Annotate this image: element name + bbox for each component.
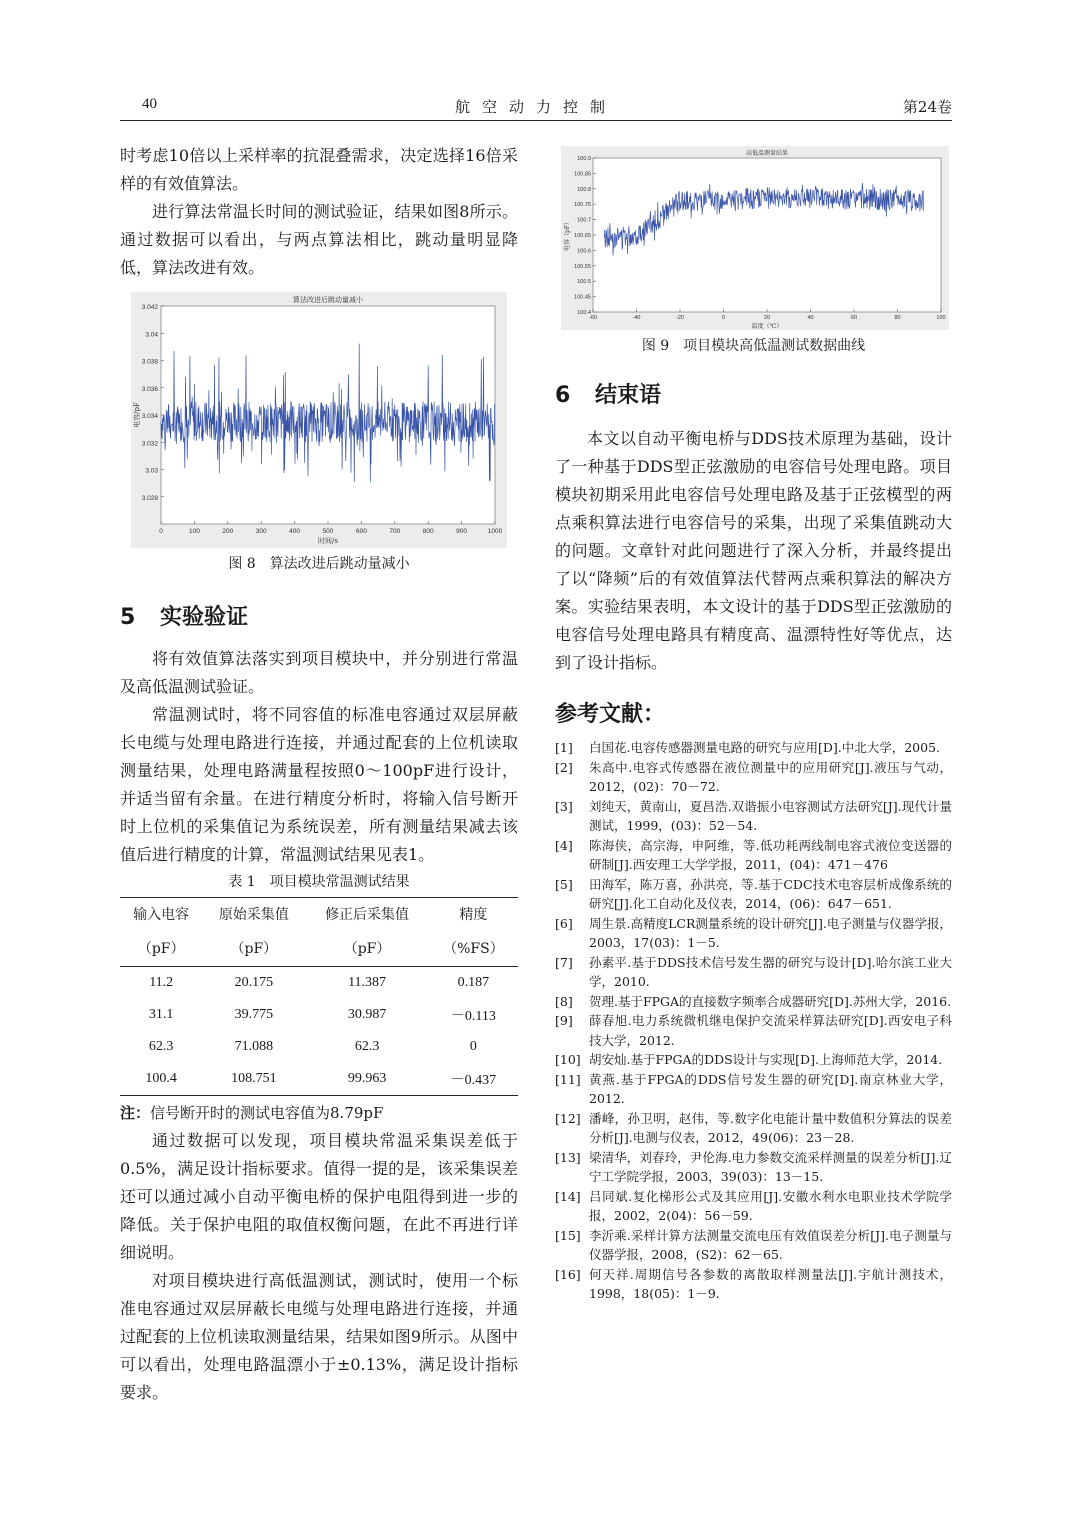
reference-number: [8]: [555, 993, 573, 1009]
table-cell: 62.3: [354, 1039, 380, 1054]
table-cell: 0.187: [457, 975, 490, 990]
section-6-heading: [555, 378, 952, 409]
x-tick-label: 400: [289, 528, 301, 535]
table-note: [120, 1102, 518, 1123]
table-header: 精度: [429, 898, 518, 933]
paragraph: 进行算法常温长时间的测试验证，结果如图8所示。通过数据可以看出，与两点算法相比，跳动量明显降低，算法改进有效。: [120, 202, 518, 277]
table-unit: （%FS）: [429, 932, 518, 967]
x-tick-label: 100: [188, 528, 200, 535]
x-tick-label: 900: [456, 528, 468, 535]
reference-item: [555, 1109, 952, 1148]
section-number: 6: [555, 383, 571, 408]
reference-text: 贺理.基于FPGA的直接数字频率合成器研究[D].苏州大学，2016.: [589, 993, 952, 1009]
page-header: [120, 96, 952, 121]
reference-number: [1]: [555, 740, 573, 755]
reference-number: [6]: [555, 915, 573, 931]
journal-name: 航空动力控制: [454, 98, 617, 116]
reference-number: [13]: [555, 1149, 581, 1165]
reference-text: 黄燕.基于FPGA的DDS信号发生器的研究[D].南京林业大学，2012.: [589, 1071, 952, 1106]
table-cell: 0: [469, 1039, 477, 1054]
reference-number: [11]: [555, 1071, 581, 1087]
y-tick-label: 100.4: [577, 310, 591, 316]
reference-text: 潘峰，孙卫明，赵伟，等.数字化电能计量中数值积分算法的误差分析[J].电测与仪表，2012，49(06)：23－28.: [589, 1110, 952, 1145]
right-column: [555, 146, 952, 1304]
reference-text: 刘纯天，黄南山，夏昌浩.双谐振小电容测试方法研究[J].现代计量测试，1999，(03)：52－54.: [589, 798, 952, 833]
table-cell: 100.4: [120, 1063, 202, 1096]
table-cell: 71.088: [234, 1039, 274, 1054]
x-tick-label: 100: [936, 315, 946, 321]
reference-number: [4]: [555, 837, 573, 853]
table-cell: 20.175: [234, 975, 274, 990]
reference-item: [555, 1070, 952, 1109]
left-column: [120, 142, 518, 1407]
table-cell: 30.987: [347, 1007, 387, 1022]
table-1: [120, 897, 518, 1096]
reference-number: [9]: [555, 1013, 573, 1028]
x-tick-label: -40: [632, 315, 641, 321]
table-row: [120, 967, 518, 1000]
x-tick-label: 0: [159, 528, 163, 535]
chart-title: 高低温测量结果: [745, 150, 789, 157]
x-tick-label: 800: [422, 528, 434, 535]
x-tick-label: 0: [721, 315, 726, 321]
y-tick-label: 3.042: [141, 304, 158, 311]
table-cell: 99.963: [305, 1063, 429, 1096]
x-tick-label: 80: [894, 315, 901, 321]
reference-item: [555, 914, 952, 953]
reference-number: [10]: [555, 1052, 581, 1067]
y-tick-label: 100.7: [577, 217, 591, 224]
section-number: 5: [120, 605, 136, 630]
page-number: 40: [142, 96, 157, 112]
reference-list: [555, 738, 952, 1304]
figure-8-chart: [131, 292, 507, 548]
table-cell: 11.2: [149, 975, 174, 990]
note-label: 注：: [120, 1104, 151, 1122]
reference-item: [555, 875, 952, 914]
reference-number: [15]: [555, 1227, 581, 1243]
reference-item: [555, 1148, 952, 1187]
table-unit: （pF）: [120, 932, 202, 967]
x-tick-label: 600: [355, 528, 367, 535]
reference-text: 吕同斌.复化梯形公式及其应用[J].安徽水利水电职业技术学院学报，2002，2(04)：56－59.: [589, 1188, 952, 1223]
reference-text: 周生景.高精度LCR测量系统的设计研究[J].电子测量与仪器学报，2003，17(03)：1－5.: [589, 915, 952, 950]
y-tick-label: 100.6: [577, 248, 591, 255]
figure-8: [120, 292, 518, 574]
paragraph: 时考虑10倍以上采样率的抗混叠需求，决定选择16倍采样的有效值算法。: [120, 146, 518, 193]
reference-text: 李沂乘.采样计算方法测量交流电压有效值误差分析[J].电子测量与仪器学报，2008，(S2)：62－65.: [589, 1227, 952, 1262]
table-header: 修正后采集值: [305, 898, 429, 933]
y-tick-label: 100.5: [577, 279, 591, 286]
table-cell: －0.437: [429, 1063, 518, 1096]
table-cell: 108.751: [202, 1063, 305, 1096]
x-axis-label: 时间/s: [318, 537, 338, 545]
x-tick-label: 40: [807, 315, 814, 321]
references-heading: 参考文献：: [555, 702, 666, 727]
reference-number: [14]: [555, 1188, 581, 1204]
y-axis-label: 电容/pF: [133, 402, 141, 428]
chart-title: 算法改进后跳动量减小: [293, 296, 363, 304]
table-1-title: 表 1 项目模块常温测试结果: [228, 874, 410, 890]
reference-item: [555, 992, 952, 1012]
paragraph: 常温测试时，将不同容值的标准电容通过双层屏蔽长电缆与处理电路进行连接，并通过配套的上位机读取测量结果，处理电路满量程按照0～100pF进行设计，并适当留有余量。在进行精度分析时，将输入信号断开时上位机的采集值记为系统误差，所有测量结果减去该值后进行精度的计算，常温测试结果见表1。: [120, 705, 518, 864]
x-tick-label: 60: [850, 315, 858, 321]
x-tick-label: 500: [322, 528, 334, 535]
y-tick-label: 100.8: [577, 186, 591, 193]
table-row: [120, 1031, 518, 1063]
x-tick-label: 700: [389, 528, 401, 535]
table-row: [120, 1063, 518, 1096]
reference-number: [3]: [555, 798, 573, 814]
y-axis-label: 电容（pF）: [564, 218, 571, 252]
reference-item: [555, 953, 952, 992]
reference-text: 梁清华，刘春玲，尹伦海.电力参数交流采样测量的误差分析[J].辽宁工学院学报，2003，39(03)：13－15.: [589, 1149, 952, 1184]
reference-item: [555, 738, 952, 758]
reference-number: [16]: [555, 1266, 581, 1282]
reference-item: [555, 1226, 952, 1265]
figure-8-caption: 图 8 算法改进后跳动量减小: [228, 556, 410, 572]
paragraph: 本文以自动平衡电桥与DDS技术原理为基础，设计了一种基于DDS型正弦激励的电容信号处理电路。项目模块初期采用此电容信号处理电路及基于正弦模型的两点乘积算法进行电容信号的采集，出现了采集值跳动大的问题。文章针对此问题进行了深入分析，并最终提出了以“降频”后的有效值算法代替两点乘积算法的解决方案。实验结果表明，本文设计的基于DDS型正弦激励的电容信号处理电路具有精度高、温漂特性好等优点，达到了设计指标。: [555, 429, 952, 672]
paragraph: 通过数据可以发现，项目模块常温采集误差低于0.5%，满足设计指标要求。值得一提的是，该采集误差还可以通过减小自动平衡电桥的保护电阻得到进一步的降低。关于保护电阻的取值权衡问题，在此不再进行详细说明。: [120, 1131, 518, 1262]
x-tick-label: 300: [255, 528, 267, 535]
reference-text: 薛春旭.电力系统微机继电保护交流采样算法研究[D].西安电子科技大学，2012.: [589, 1013, 952, 1048]
figure-9: [555, 146, 952, 356]
y-tick-label: 3.038: [141, 358, 158, 366]
y-tick-label: 3.032: [141, 440, 158, 448]
section-title: 结束语: [595, 383, 662, 408]
reference-item: [555, 1187, 952, 1226]
reference-item: [555, 1011, 952, 1050]
table-unit: （pF）: [202, 932, 305, 967]
reference-text: 何天祥.周期信号各参数的离散取样测量法[J].宇航计测技术，1998，18(05)：1－9.: [589, 1266, 952, 1301]
table-unit: （pF）: [305, 932, 429, 967]
section-5-heading: [120, 600, 518, 631]
y-tick-label: 100.85: [574, 171, 591, 178]
x-tick-label: 20: [763, 315, 771, 321]
reference-item: [555, 836, 952, 875]
y-tick-label: 100.9: [577, 156, 591, 162]
table-cell: 11.387: [348, 975, 387, 990]
reference-text: 朱高中.电容式传感器在液位测量中的应用研究[J].液压与气动，2012，(02)：70－72.: [589, 759, 952, 794]
plot-area: [593, 158, 941, 312]
table-cell: 31.1: [148, 1007, 174, 1022]
table-cell: 62.3: [148, 1039, 174, 1054]
x-tick-label: -20: [676, 315, 684, 321]
table-row: [120, 999, 518, 1031]
y-tick-label: 3.03: [145, 467, 158, 475]
reference-number: [5]: [555, 876, 573, 892]
y-tick-label: 100.65: [574, 233, 591, 239]
reference-item: [555, 1265, 952, 1304]
volume-label: 第24卷: [902, 98, 952, 116]
reference-number: [7]: [555, 954, 573, 970]
reference-text: 田海军，陈万喜，孙洪亮，等.基于CDC技术电容层析成像系统的研究[J].化工自动化及仪表，2014，(06)：647－651.: [589, 876, 952, 911]
reference-item: [555, 797, 952, 836]
y-tick-label: 3.028: [141, 494, 158, 502]
reference-text: 陈海侠，高宗海，申阿维，等.低功耗两线制电容式液位变送器的研制[J].西安理工大学学报，2011，(04)：471－476: [589, 837, 952, 872]
figure-9-caption: 图 9 项目模块高低温测试数据曲线: [641, 338, 866, 354]
y-tick-label: 3.04: [145, 331, 158, 339]
x-axis-label: 温度（℃）: [751, 323, 783, 330]
paragraph: 将有效值算法落实到项目模块中，并分别进行常温及高低温测试验证。: [120, 649, 518, 696]
reference-text: 白国花.电容传感器测量电路的研究与应用[D].中北大学，2005.: [589, 740, 941, 755]
x-tick-label: 200: [222, 528, 234, 535]
table-cell: 39.775: [234, 1007, 274, 1022]
reference-text: 胡安灿.基于FPGA的DDS设计与实现[D].上海师范大学，2014.: [589, 1052, 943, 1067]
reference-number: [2]: [555, 759, 573, 775]
reference-item: [555, 1050, 952, 1070]
table-header: 原始采集值: [202, 898, 305, 933]
y-tick-label: 100.75: [574, 202, 591, 209]
y-tick-label: 100.45: [574, 294, 591, 301]
reference-item: [555, 758, 952, 797]
x-tick-label: 1000: [487, 528, 503, 535]
table-cell: －0.113: [450, 1009, 496, 1024]
y-tick-label: 3.034: [141, 413, 158, 420]
table-header: 输入电容: [120, 898, 202, 933]
section-title: 实验验证: [160, 605, 249, 630]
note-text: 信号断开时的测试电容值为8.79pF: [150, 1104, 384, 1122]
figure-9-chart: [561, 146, 949, 330]
y-tick-label: 3.036: [141, 385, 158, 393]
paragraph: 对项目模块进行高低温测试，测试时，使用一个标准电容通过双层屏蔽长电缆与处理电路进行连接，并通过配套的上位机读取测量结果，结果如图9所示。从图中可以看出，处理电路温漂小于±0.13%，满足设计指标要求。: [120, 1271, 518, 1402]
x-tick-label: -60: [589, 315, 597, 321]
reference-number: [12]: [555, 1110, 581, 1126]
y-tick-label: 100.55: [574, 263, 591, 270]
reference-text: 孙素平.基于DDS技术信号发生器的研究与设计[D].哈尔滨工业大学，2010.: [589, 954, 952, 989]
